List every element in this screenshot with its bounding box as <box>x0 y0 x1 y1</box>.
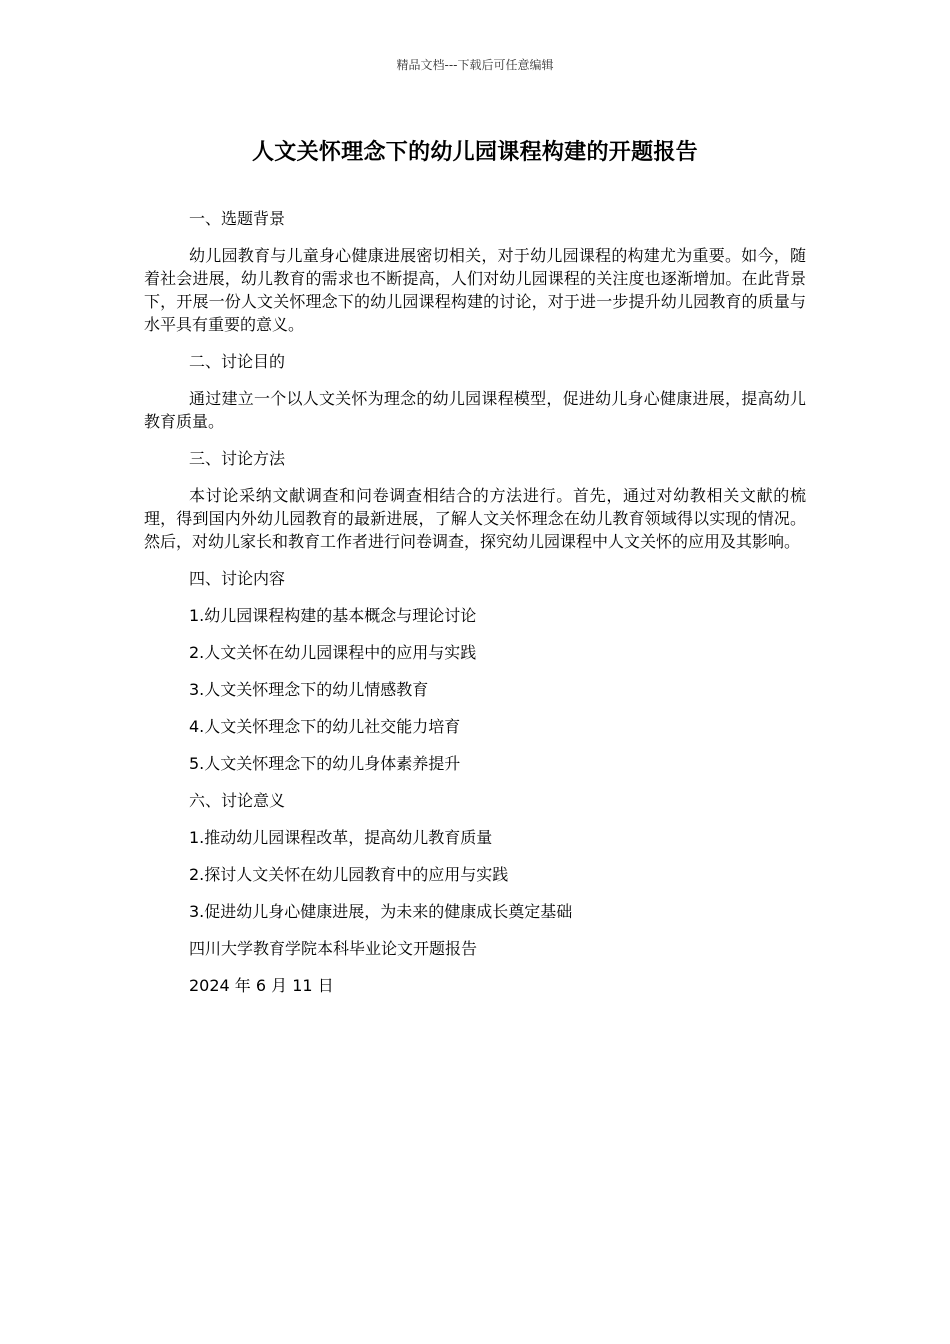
paragraph-background: 幼儿园教育与儿童身心健康进展密切相关，对于幼儿园课程的构建尤为重要。如今，随着社会进展，幼儿教育的需求也不断提高，人们对幼儿园课程的关注度也逐渐增加。在此背景下，开展一份人文关怀理念下的幼儿园课程构建的讨论，对于进一步提升幼儿园教育的质量与水平具有重要的意义。 <box>144 246 806 334</box>
paragraph-purpose: 通过建立一个以人文关怀为理念的幼儿园课程模型，促进幼儿身心健康进展，提高幼儿教育质量。 <box>144 389 806 431</box>
document-title: 人文关怀理念下的幼儿园课程构建的开题报告 <box>251 140 698 165</box>
list-item-significance-3: 3.促进幼儿身心健康进展，为未来的健康成长奠定基础 <box>189 902 573 921</box>
section-heading-background: 一、选题背景 <box>189 209 286 228</box>
date-line: 2024 年 6 月 11 日 <box>189 976 334 995</box>
list-item-content-4: 4.人文关怀理念下的幼儿社交能力培育 <box>189 717 461 736</box>
institution-line: 四川大学教育学院本科毕业论文开题报告 <box>189 939 478 958</box>
list-item-content-3: 3.人文关怀理念下的幼儿情感教育 <box>189 680 429 699</box>
paragraph-method: 本讨论采纳文献调查和问卷调查相结合的方法进行。首先，通过对幼教相关文献的梳理，得到国内外幼儿园教育的最新进展，了解人文关怀理念在幼儿教育领域得以实现的情况。然后，对幼儿家长和教育工作者进行问卷调查，探究幼儿园课程中人文关怀的应用及其影响。 <box>144 486 806 551</box>
section-heading-method: 三、讨论方法 <box>189 449 286 468</box>
section-heading-purpose: 二、讨论目的 <box>189 352 286 371</box>
list-item-content-5: 5.人文关怀理念下的幼儿身体素养提升 <box>189 754 461 773</box>
list-item-significance-2: 2.探讨人文关怀在幼儿园教育中的应用与实践 <box>189 865 509 884</box>
page-header: 精品文档---下载后可任意编辑 <box>396 58 554 72</box>
section-heading-significance: 六、讨论意义 <box>189 791 286 810</box>
section-heading-content: 四、讨论内容 <box>189 569 286 588</box>
document-body <box>144 207 806 1011</box>
list-item-significance-1: 1.推动幼儿园课程改革，提高幼儿教育质量 <box>189 828 493 847</box>
list-item-content-2: 2.人文关怀在幼儿园课程中的应用与实践 <box>189 643 477 662</box>
list-item-content-1: 1.幼儿园课程构建的基本概念与理论讨论 <box>189 606 477 625</box>
